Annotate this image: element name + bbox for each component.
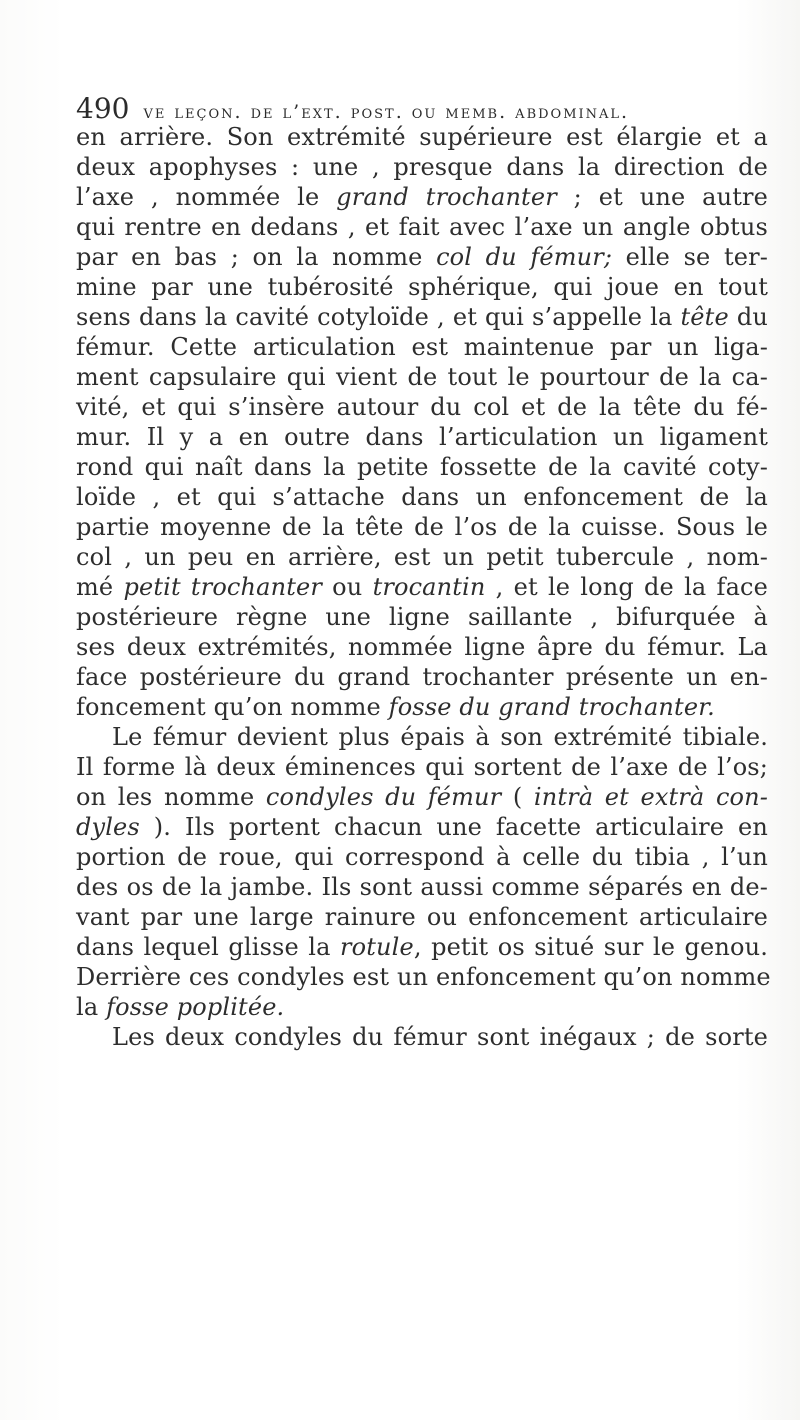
italic-term: grand trochanter [336, 183, 557, 211]
text-segment: ment capsulaire qui vient de tout le pourtour de la ca- [76, 363, 768, 391]
text-segment: postérieure règne une ligne saillante , bifurquée à [76, 603, 768, 631]
text-segment: ses deux extrémités, nommée ligne âpre du fémur. La [76, 633, 768, 661]
text-line [76, 242, 768, 272]
running-head: ve leçon. de l’ext. post. ou memb. abdominal. [143, 101, 630, 123]
text-segment: qui rentre en dedans , et fait avec l’axe un angle obtus [76, 213, 768, 241]
italic-term: intrà et extrà con- [533, 783, 768, 811]
text-segment: sens dans la cavité cotyloïde , et qui s’appelle la [76, 303, 681, 331]
text-segment: mé [76, 573, 124, 601]
text-segment: ou [321, 573, 373, 601]
text-line [76, 602, 768, 632]
text-line [76, 182, 768, 212]
text-line [76, 692, 768, 722]
text-line [76, 122, 768, 152]
text-line [76, 782, 768, 812]
text-line [76, 812, 768, 842]
text-line [76, 1022, 768, 1052]
text-line [76, 932, 768, 962]
text-line [76, 632, 768, 662]
text-line [76, 872, 768, 902]
text-segment: dans lequel glisse la [76, 933, 341, 961]
text-line [76, 152, 768, 182]
italic-term: rotule [340, 933, 414, 961]
text-line [76, 332, 768, 362]
text-line [76, 422, 768, 452]
text-line [76, 392, 768, 422]
text-segment: Il forme là deux éminences qui sortent de l’axe de l’os; [76, 753, 768, 781]
italic-term: dyles [76, 813, 140, 841]
text-segment: deux apophyses : une , presque dans la direction de [76, 153, 768, 181]
text-line [76, 992, 768, 1022]
text-segment: ; et une autre [556, 183, 769, 211]
text-segment: on les nomme [76, 783, 266, 811]
text-segment: Le fémur devient plus épais à son extrémité tibiale. [112, 723, 768, 751]
body-text [76, 122, 771, 1052]
text-line [76, 212, 768, 242]
text-line [76, 362, 768, 392]
italic-term: condyles du fémur [265, 783, 502, 811]
text-segment: , et le long de la face [485, 573, 768, 601]
text-segment: vité, et qui s’insère autour du col et de la tête du fé- [76, 393, 768, 421]
text-segment: foncement qu’on nomme [76, 693, 389, 721]
text-segment: ( [501, 783, 534, 811]
italic-term: fosse du grand trochanter. [388, 693, 715, 721]
text-segment: partie moyenne de la tête de l’os de la cuisse. Sous le [76, 513, 768, 541]
text-line [76, 752, 768, 782]
text-line [76, 662, 768, 692]
page-number: 490 [76, 92, 130, 125]
text-line [76, 542, 768, 572]
text-segment: mine par une tubérosité sphérique, qui joue en tout [76, 273, 768, 301]
text-segment: la [76, 993, 107, 1021]
text-segment: , petit os situé sur le genou. [413, 933, 768, 961]
text-line [76, 482, 768, 512]
text-segment: par en bas ; on la nomme [76, 243, 437, 271]
text-line [76, 722, 768, 752]
text-line [76, 842, 768, 872]
text-segment: des os de la jambe. Ils sont aussi comme séparés en de- [76, 873, 768, 901]
text-segment: face postérieure du grand trochanter présente un en- [76, 663, 768, 691]
text-segment: col , un peu en arrière, est un petit tubercule , nom- [76, 543, 768, 571]
text-line [76, 302, 768, 332]
italic-term: trocantin [372, 573, 486, 601]
text-segment: ). Ils portent chacun une facette articulaire en [139, 813, 768, 841]
text-segment: fémur. Cette articulation est maintenue par un liga- [76, 333, 768, 361]
text-line [76, 572, 768, 602]
text-segment: elle se ter- [612, 243, 768, 271]
text-segment: rond qui naît dans la petite fossette de la cavité coty- [76, 453, 768, 481]
text-segment: portion de roue, qui correspond à celle du tibia , l’un [76, 843, 768, 871]
italic-term: col du fémur; [436, 243, 613, 271]
text-segment: mur. Il y a en outre dans l’articulation un ligament [76, 423, 768, 451]
text-line [76, 452, 768, 482]
text-line [76, 962, 771, 992]
text-segment: l’axe , nommée le [76, 183, 337, 211]
text-segment: vant par une large rainure ou enfoncement articulaire [76, 903, 768, 931]
text-segment: Les deux condyles du fémur sont inégaux ; de sorte [112, 1023, 768, 1051]
text-segment: loïde , et qui s’attache dans un enfoncement de la [76, 483, 768, 511]
text-line [76, 512, 768, 542]
text-segment: en arrière. Son extrémité supérieure est élargie et a [76, 123, 768, 151]
text-line [76, 272, 768, 302]
italic-term: fosse poplitée. [106, 993, 285, 1021]
text-segment: du [728, 303, 768, 331]
italic-term: petit trochanter [123, 573, 322, 601]
text-segment: Derrière ces condyles est un enfoncement qu’on nomme [76, 963, 771, 991]
page-header [76, 92, 766, 125]
text-line [76, 902, 768, 932]
italic-term: tête [680, 303, 729, 331]
